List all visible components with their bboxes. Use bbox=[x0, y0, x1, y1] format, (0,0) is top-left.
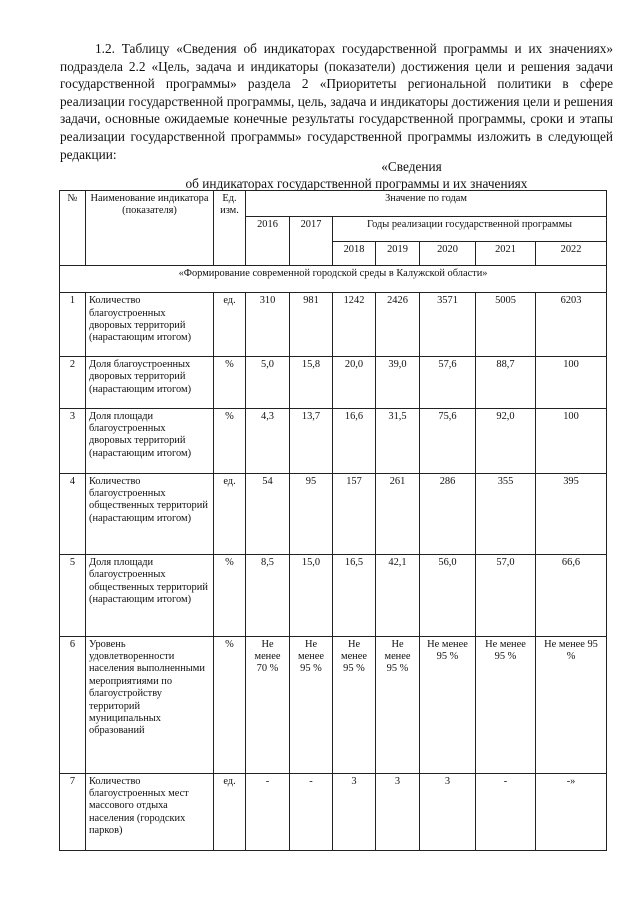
indicator-unit: ед. bbox=[214, 293, 246, 357]
indicator-value: 54 bbox=[246, 473, 290, 554]
indicator-name: Количество благоустроенных дворовых территорий (нарастающим итогом) bbox=[86, 293, 214, 357]
indicator-value: 286 bbox=[420, 473, 476, 554]
row-number: 4 bbox=[60, 473, 86, 554]
indicator-value: 75,6 bbox=[420, 408, 476, 473]
indicator-value: 42,1 bbox=[376, 555, 420, 636]
indicator-value: 6203 bbox=[536, 293, 607, 357]
header-no: № bbox=[60, 191, 86, 266]
table-row bbox=[60, 357, 607, 409]
header-indicator-name: Наименование индикатора (показателя) bbox=[86, 191, 214, 266]
indicator-value: 3 bbox=[420, 773, 476, 850]
indicator-unit: % bbox=[214, 636, 246, 773]
row-number: 1 bbox=[60, 293, 86, 357]
row-number: 5 bbox=[60, 555, 86, 636]
row-number: 2 bbox=[60, 357, 86, 409]
indicator-name: Доля площади благоустроенных дворовых территорий (нарастающим итогом) bbox=[86, 408, 214, 473]
header-year-2017: 2017 bbox=[290, 216, 333, 266]
indicator-value: 57,6 bbox=[420, 357, 476, 409]
row-number: 7 bbox=[60, 773, 86, 850]
indicator-value: 100 bbox=[536, 408, 607, 473]
row-number: 3 bbox=[60, 408, 86, 473]
indicator-value: 5005 bbox=[476, 293, 536, 357]
indicator-value: 5,0 bbox=[246, 357, 290, 409]
indicator-value: 88,7 bbox=[476, 357, 536, 409]
indicator-name: Количество благоустроенных мест массового отдыха населения (городских парков) bbox=[86, 773, 214, 850]
indicator-value: 13,7 bbox=[290, 408, 333, 473]
indicator-value: Не менее 95 % bbox=[420, 636, 476, 773]
indicator-name: Доля площади благоустроенных общественных территорий (нарастающим итогом) bbox=[86, 555, 214, 636]
table-row bbox=[60, 408, 607, 473]
indicator-value: - bbox=[290, 773, 333, 850]
header-year-2016: 2016 bbox=[246, 216, 290, 266]
header-values-by-year: Значение по годам bbox=[246, 191, 607, 217]
indicator-name: Количество благоустроенных общественных территорий (нарастающим итогом) bbox=[86, 473, 214, 554]
indicator-value: 39,0 bbox=[376, 357, 420, 409]
indicator-value: 1242 bbox=[333, 293, 376, 357]
table-row bbox=[60, 473, 607, 554]
indicator-value: 355 bbox=[476, 473, 536, 554]
header-implementation-years: Годы реализации государственной программы bbox=[333, 216, 607, 241]
indicator-value: 4,3 bbox=[246, 408, 290, 473]
indicator-value: 395 bbox=[536, 473, 607, 554]
table-title-line-1: «Сведения bbox=[381, 159, 442, 174]
indicator-value: 66,6 bbox=[536, 555, 607, 636]
table-row bbox=[60, 555, 607, 636]
indicator-unit: % bbox=[214, 408, 246, 473]
indicator-value: 92,0 bbox=[476, 408, 536, 473]
indicator-value: Не менее 70 % bbox=[246, 636, 290, 773]
indicator-unit: ед. bbox=[214, 473, 246, 554]
header-unit: Ед. изм. bbox=[214, 191, 246, 266]
indicator-value: 16,5 bbox=[333, 555, 376, 636]
indicator-value: 157 bbox=[333, 473, 376, 554]
indicator-value: 15,8 bbox=[290, 357, 333, 409]
indicator-value: 8,5 bbox=[246, 555, 290, 636]
indicator-unit: ед. bbox=[214, 773, 246, 850]
table-row bbox=[60, 636, 607, 773]
indicator-value: Не менее 95 % bbox=[536, 636, 607, 773]
indicators-table bbox=[59, 190, 607, 851]
indicator-name: Уровень удовлетворенности населения выполненными мероприятиями по благоустройству территорий муниципальных образований bbox=[86, 636, 214, 773]
indicator-value: 3 bbox=[333, 773, 376, 850]
indicator-value: 100 bbox=[536, 357, 607, 409]
indicator-value: 310 bbox=[246, 293, 290, 357]
row-number: 6 bbox=[60, 636, 86, 773]
indicator-value: - bbox=[246, 773, 290, 850]
table-title-line-2: об индикаторах государственной программы и их значениях bbox=[185, 176, 528, 191]
indicator-unit: % bbox=[214, 357, 246, 409]
section-title: «Формирование современной городской среды в Калужской области» bbox=[60, 266, 607, 293]
indicator-name: Доля благоустроенных дворовых территорий (нарастающим итогом) bbox=[86, 357, 214, 409]
table-title bbox=[60, 158, 613, 192]
header-year-2021: 2021 bbox=[476, 241, 536, 266]
indicator-value: Не менее 95 % bbox=[333, 636, 376, 773]
indicator-value: 95 bbox=[290, 473, 333, 554]
indicator-value: 57,0 bbox=[476, 555, 536, 636]
indicator-value: 15,0 bbox=[290, 555, 333, 636]
indicator-value: Не менее 95 % bbox=[476, 636, 536, 773]
intro-text bbox=[60, 40, 613, 163]
indicator-value: 16,6 bbox=[333, 408, 376, 473]
header-year-2020: 2020 bbox=[420, 241, 476, 266]
indicator-value: - bbox=[476, 773, 536, 850]
indicator-value: 56,0 bbox=[420, 555, 476, 636]
table-row bbox=[60, 293, 607, 357]
indicator-value: 261 bbox=[376, 473, 420, 554]
header-year-2022: 2022 bbox=[536, 241, 607, 266]
intro-paragraph: 1.2. Таблицу «Сведения об индикаторах государственной программы и их значениях» подраздела 2.2 «Цель, задача и индикаторы (показатели) достижения цели и решения задачи государственной программы» раздела 2 «Приоритеты региональной политики в сфере реализации государственной программы, цель, задача и индикаторы достижения цели и решения задачи, основные ожидаемые конечные результаты государственной программы, сроки и этапы реализации государственной программы» государственной программы изложить в следующей редакции: bbox=[60, 41, 613, 162]
indicator-value: Не менее 95 % bbox=[290, 636, 333, 773]
table-row bbox=[60, 773, 607, 850]
indicator-value: 3 bbox=[376, 773, 420, 850]
header-row-1 bbox=[60, 191, 607, 217]
indicator-value: 31,5 bbox=[376, 408, 420, 473]
header-year-2019: 2019 bbox=[376, 241, 420, 266]
section-row bbox=[60, 266, 607, 293]
header-year-2018: 2018 bbox=[333, 241, 376, 266]
indicator-value: 981 bbox=[290, 293, 333, 357]
indicator-value: 3571 bbox=[420, 293, 476, 357]
indicator-unit: % bbox=[214, 555, 246, 636]
indicator-value: -» bbox=[536, 773, 607, 850]
indicator-value: 20,0 bbox=[333, 357, 376, 409]
indicator-value: Не менее 95 % bbox=[376, 636, 420, 773]
indicator-value: 2426 bbox=[376, 293, 420, 357]
